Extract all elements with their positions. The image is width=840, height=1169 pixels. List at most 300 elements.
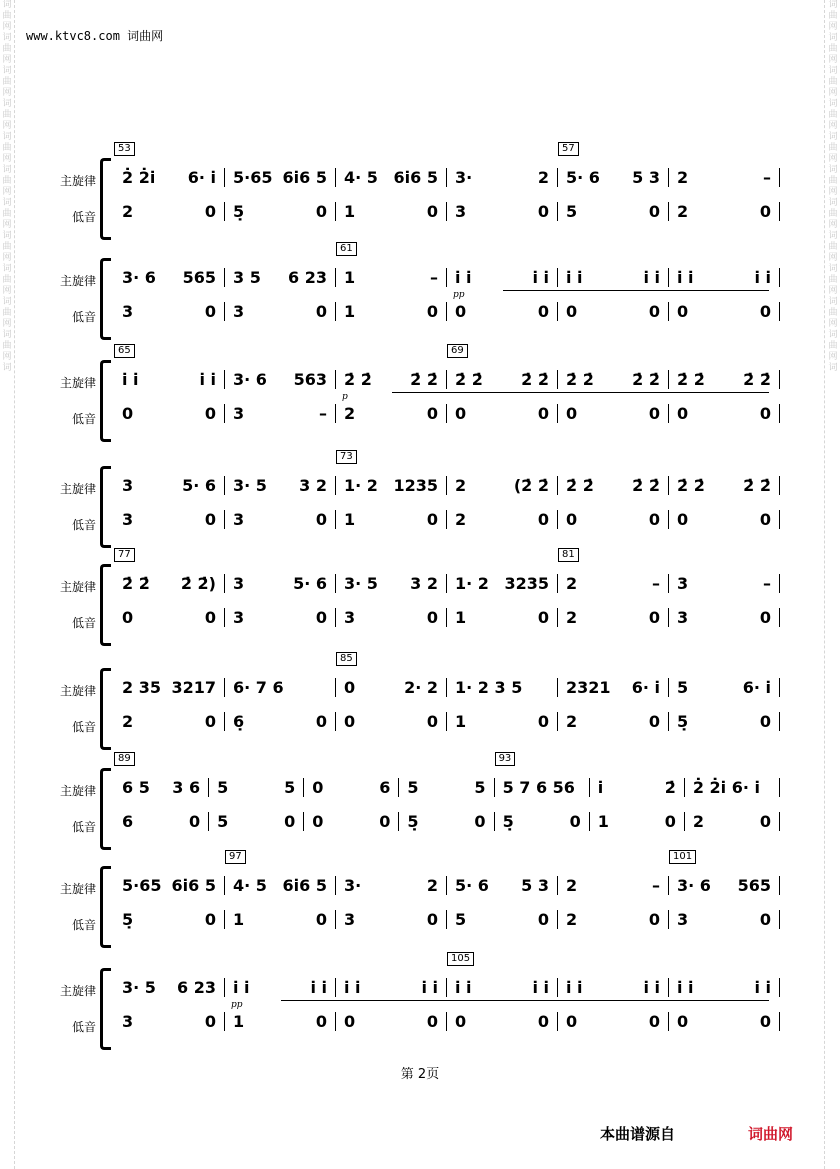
note-group: 1 [597, 812, 609, 831]
watermark-char: 词 [828, 297, 838, 307]
note-group: 2̇ 2̇) [180, 574, 216, 593]
note-group: 2̇ 2̇ [743, 476, 771, 495]
note-group: 0 [537, 712, 549, 731]
bass-measure [336, 608, 447, 627]
note-group: 0 [537, 404, 549, 423]
brand-label: 词曲网 [748, 1125, 794, 1143]
melody-measure [114, 978, 225, 997]
note-group: i̇ i̇ [754, 978, 771, 997]
bass-measure [669, 712, 780, 731]
note-group: 0 [474, 812, 486, 831]
melody-staff-row [114, 268, 780, 287]
bass-measure [114, 712, 225, 731]
note-group: 3 [122, 1012, 134, 1031]
note-group: 2 35 [122, 678, 161, 697]
melody-measure [669, 876, 780, 895]
watermark-char: 词 [828, 198, 838, 208]
melody-measure [558, 476, 669, 495]
note-group: 2̇ 2̇ [455, 370, 483, 389]
bass-measure [336, 910, 447, 929]
melody-staff-row [114, 678, 780, 697]
watermark-char: 曲 [2, 11, 12, 21]
note-group: 0 [315, 510, 327, 529]
dynamic-marking: pp [231, 1000, 243, 1010]
note-group: 2̇ 2̇ [410, 370, 438, 389]
watermark-char: 曲 [828, 11, 838, 21]
instrument-label-bass: 低音 [71, 918, 96, 932]
system-brace [100, 158, 111, 240]
bass-measure [225, 1012, 336, 1031]
bass-measure [669, 202, 780, 221]
bass-measure [225, 404, 336, 423]
crescendo-line [281, 1000, 769, 1007]
note-group: 5 7 6 56 [502, 778, 575, 797]
bass-measure [304, 812, 399, 831]
right-watermark-strip [828, 0, 838, 1169]
site-url: www.ktvc8.com 词曲网 [26, 29, 164, 43]
note-group: 2̇ 2̇ [677, 370, 705, 389]
melody-measure [114, 370, 225, 389]
note-group: 2 [344, 404, 356, 423]
bass-measure [447, 202, 558, 221]
note-group: 0 [537, 1012, 549, 1031]
note-group: 1235 [393, 476, 438, 495]
source-label: 本曲谱源自 [600, 1125, 676, 1143]
bass-measure [669, 608, 780, 627]
melody-measure [225, 876, 336, 895]
bass-staff-row [114, 510, 780, 529]
watermark-char: 词 [2, 0, 12, 10]
instrument-label-melody: 主旋律 [59, 984, 96, 998]
note-group: 2̇ 2̇ [566, 476, 594, 495]
melody-measure [447, 678, 558, 697]
note-group: 5 [474, 778, 486, 797]
watermark-char: 曲 [2, 308, 12, 318]
instrument-label-melody: 主旋律 [59, 174, 96, 188]
note-group: 0 [204, 404, 216, 423]
note-group: 6· i̇ [742, 678, 771, 697]
melody-measure [447, 876, 558, 895]
note-group: 3· 5 [344, 574, 378, 593]
note-group: 3 [233, 302, 245, 321]
note-group: – [430, 268, 438, 287]
measure-number: 53 [114, 142, 135, 156]
melody-measure [225, 268, 336, 287]
bass-staff-row [114, 202, 780, 221]
note-group: 6̣ [233, 712, 245, 731]
note-group: 0 [426, 910, 438, 929]
melody-measure [336, 370, 447, 389]
watermark-char: 网 [2, 253, 12, 263]
crescendo-line [392, 392, 769, 399]
instrument-label-bass: 低音 [71, 518, 96, 532]
note-group: 3 [677, 608, 689, 627]
note-group: 2̇ 2̇ [632, 370, 660, 389]
note-group: 0 [204, 1012, 216, 1031]
dynamic-marking: p [342, 392, 348, 402]
note-group: 1 [233, 1012, 245, 1031]
measure-number: 85 [336, 652, 357, 666]
note-group: 4· 5 [233, 876, 267, 895]
note-group: 3· 6 [677, 876, 711, 895]
note-group: 0 [344, 712, 356, 731]
note-group: 0 [677, 1012, 689, 1031]
watermark-char: 网 [828, 154, 838, 164]
watermark-char: 词 [2, 264, 12, 274]
note-group: i̇ i̇ [677, 268, 694, 287]
note-group: 0 [122, 608, 134, 627]
bass-measure [669, 910, 780, 929]
instrument-label-bass: 低音 [71, 820, 96, 834]
melody-measure [447, 574, 558, 593]
note-group: 2 [566, 910, 578, 929]
watermark-char: 曲 [2, 242, 12, 252]
note-group: 3· 5 [233, 476, 267, 495]
note-group: 2̇ 2̇i̇ 6· i̇ [692, 778, 760, 797]
instrument-label-melody: 主旋律 [59, 784, 96, 798]
melody-measure [114, 574, 225, 593]
note-group: 5 3 [632, 168, 660, 187]
watermark-char: 词 [828, 165, 838, 175]
note-group: 0 [759, 510, 771, 529]
note-group: 1 [344, 510, 356, 529]
note-group: 3 2 [299, 476, 327, 495]
note-group: 2 [455, 476, 467, 495]
instrument-label-bass: 低音 [71, 720, 96, 734]
crescendo-line [503, 290, 769, 297]
melody-measure [447, 370, 558, 389]
watermark-char: 词 [828, 330, 838, 340]
bass-measure [209, 812, 304, 831]
note-group: 0 [648, 608, 660, 627]
melody-measure [669, 168, 780, 187]
watermark-char: 曲 [2, 77, 12, 87]
instrument-label-melody: 主旋律 [59, 684, 96, 698]
melody-measure [558, 876, 669, 895]
bass-measure [225, 910, 336, 929]
note-group: 5· 6 [293, 574, 327, 593]
note-group: i̇ i̇ [344, 978, 361, 997]
note-group: 1 [233, 910, 245, 929]
system-brace [100, 564, 111, 646]
bass-measure [495, 812, 590, 831]
watermark-char: 曲 [2, 341, 12, 351]
note-group: 0 [677, 510, 689, 529]
note-group: 3 5 [233, 268, 261, 287]
note-group: 0 [204, 510, 216, 529]
note-group: 0 [759, 910, 771, 929]
note-group: 5 [677, 678, 689, 697]
watermark-char: 网 [828, 88, 838, 98]
measure-number: 73 [336, 450, 357, 464]
note-group: 2 [426, 876, 438, 895]
melody-staff-row [114, 168, 780, 187]
note-group: 2̇ 2̇ [677, 476, 705, 495]
watermark-char: 词 [2, 99, 12, 109]
note-group: 565 [182, 268, 216, 287]
melody-measure [685, 778, 780, 797]
note-group: 0 [315, 302, 327, 321]
bass-staff-row [114, 1012, 780, 1031]
watermark-char: 词 [2, 132, 12, 142]
note-group: 1 [344, 202, 356, 221]
note-group: 0 [204, 712, 216, 731]
measure-number: 101 [669, 850, 696, 864]
right-border-line [824, 0, 825, 1169]
bass-measure [225, 302, 336, 321]
melody-measure [225, 370, 336, 389]
note-group: 3 [233, 510, 245, 529]
bass-measure [114, 302, 225, 321]
melody-measure [209, 778, 304, 797]
note-group: 2̇ 2̇ [632, 476, 660, 495]
note-group: – [763, 574, 771, 593]
left-watermark-strip [2, 0, 12, 1169]
left-border-line [14, 0, 15, 1169]
note-group: 5̣ [233, 202, 245, 221]
note-group: 5̣ [677, 712, 689, 731]
instrument-label-melody: 主旋律 [59, 580, 96, 594]
bass-measure [336, 510, 447, 529]
watermark-char: 网 [828, 55, 838, 65]
melody-measure [447, 476, 558, 495]
note-group: i̇ i̇ [199, 370, 216, 389]
watermark-char: 词 [828, 33, 838, 43]
watermark-char: 网 [828, 319, 838, 329]
note-group: 6 23 [288, 268, 327, 287]
measure-number: 57 [558, 142, 579, 156]
note-group: 0 [426, 712, 438, 731]
melody-measure [336, 678, 447, 697]
watermark-char: 曲 [828, 110, 838, 120]
note-group: 0 [426, 1012, 438, 1031]
page-number: 第 2页 [400, 1067, 440, 1082]
watermark-char: 曲 [828, 77, 838, 87]
note-group: 1· 2 [344, 476, 378, 495]
bass-measure [558, 910, 669, 929]
note-group: 0 [566, 1012, 578, 1031]
watermark-char: 词 [828, 363, 838, 373]
note-group: 2 [566, 876, 578, 895]
watermark-char: 曲 [828, 44, 838, 54]
measure-number: 105 [447, 952, 474, 966]
note-group: i̇ i̇ [421, 978, 438, 997]
note-group: 6· i̇ [187, 168, 216, 187]
note-group: i̇ i̇ [754, 268, 771, 287]
note-group: 1 [455, 608, 467, 627]
watermark-char: 词 [2, 330, 12, 340]
note-group: i̇ i̇ [122, 370, 139, 389]
note-group: 5̣ [407, 812, 419, 831]
melody-staff-row [114, 876, 780, 895]
bass-measure [447, 608, 558, 627]
note-group: 5 [217, 778, 229, 797]
note-group: 0 [315, 202, 327, 221]
watermark-char: 词 [2, 165, 12, 175]
melody-measure [558, 370, 669, 389]
note-group: 0 [344, 1012, 356, 1031]
note-group: 6i̇6 5 [393, 168, 438, 187]
note-group: 0 [759, 812, 771, 831]
note-group: 0 [759, 302, 771, 321]
note-group: i̇ i̇ [566, 268, 583, 287]
note-group: 3 [122, 510, 134, 529]
bass-measure [669, 1012, 780, 1031]
note-group: 0 [537, 510, 549, 529]
system-brace [100, 466, 111, 548]
note-group: 3 2 [410, 574, 438, 593]
note-group: 2 [455, 510, 467, 529]
watermark-char: 网 [2, 55, 12, 65]
bass-measure [225, 608, 336, 627]
watermark-char: 曲 [828, 209, 838, 219]
score-system [40, 753, 780, 850]
note-group: 2̇ 2̇ [344, 370, 372, 389]
note-group: 0 [455, 1012, 467, 1031]
melody-measure [114, 876, 225, 895]
score-system [40, 851, 780, 948]
melody-measure [225, 574, 336, 593]
note-group: i̇ i̇ [455, 268, 472, 287]
note-group: 3· [344, 876, 362, 895]
bass-measure [225, 202, 336, 221]
score-system [40, 549, 780, 646]
instrument-label-melody: 主旋律 [59, 274, 96, 288]
bass-measure [336, 404, 447, 423]
note-group: 5·65 [122, 876, 162, 895]
watermark-char: 词 [828, 99, 838, 109]
note-group: 6i̇6 5 [282, 876, 327, 895]
watermark-char: 曲 [2, 176, 12, 186]
bass-measure [336, 202, 447, 221]
bass-measure [558, 712, 669, 731]
note-group: 6 [122, 812, 134, 831]
watermark-char: 词 [2, 297, 12, 307]
watermark-char: 词 [2, 66, 12, 76]
note-group: 3 [233, 404, 245, 423]
note-group: 0 [537, 302, 549, 321]
note-group: 2̇ 2̇ [122, 574, 150, 593]
note-group: 565 [737, 876, 771, 895]
note-group: – [319, 404, 327, 423]
melody-measure [225, 678, 336, 697]
note-group: 0 [648, 712, 660, 731]
watermark-char: 网 [828, 220, 838, 230]
note-group: 0 [677, 302, 689, 321]
note-group: 0 [204, 608, 216, 627]
bass-measure [447, 510, 558, 529]
watermark-char: 词 [828, 231, 838, 241]
note-group: 5̣ [122, 910, 134, 929]
score-system [40, 345, 780, 442]
note-group: 2̇ [664, 778, 676, 797]
note-group: 2 [677, 202, 689, 221]
note-group: 2 [122, 712, 134, 731]
bass-measure [558, 202, 669, 221]
melody-measure [669, 978, 780, 997]
note-group: 0 [664, 812, 676, 831]
note-group: i̇ i̇ [643, 268, 660, 287]
note-group: – [652, 876, 660, 895]
watermark-char: 词 [2, 231, 12, 241]
note-group: 5 [284, 778, 296, 797]
watermark-char: 曲 [2, 110, 12, 120]
bass-staff-row [114, 404, 780, 423]
bass-staff-row [114, 910, 780, 929]
note-group: 0 [204, 910, 216, 929]
note-group: 2321 [566, 678, 611, 697]
note-group: 3 [122, 302, 134, 321]
note-group: 0 [426, 202, 438, 221]
watermark-char: 曲 [2, 44, 12, 54]
note-group: 0 [189, 812, 201, 831]
note-group: 0 [648, 404, 660, 423]
note-group: 0 [284, 812, 296, 831]
bass-measure [399, 812, 494, 831]
note-group: 0 [648, 202, 660, 221]
dynamic-marking: pp [453, 290, 465, 300]
note-group: 6i̇6 5 [282, 168, 327, 187]
note-group: 2 [566, 608, 578, 627]
note-group: 0 [759, 608, 771, 627]
note-group: 3 [122, 476, 134, 495]
note-group: 0 [759, 404, 771, 423]
note-group: 0 [648, 302, 660, 321]
watermark-char: 网 [2, 319, 12, 329]
bass-measure [114, 510, 225, 529]
melody-measure [114, 476, 225, 495]
watermark-char: 曲 [828, 308, 838, 318]
melody-measure [114, 678, 225, 697]
melody-staff-row [114, 476, 780, 495]
melody-measure [447, 978, 558, 997]
note-group: 0 [537, 202, 549, 221]
melody-measure [558, 574, 669, 593]
bass-measure [114, 1012, 225, 1031]
watermark-char: 词 [828, 66, 838, 76]
note-group: 0 [566, 510, 578, 529]
watermark-char: 词 [828, 264, 838, 274]
watermark-char: 词 [828, 0, 838, 10]
system-brace [100, 866, 111, 948]
note-group: 0 [648, 1012, 660, 1031]
note-group: 0 [312, 778, 324, 797]
note-group: 0 [344, 678, 356, 697]
watermark-char: 网 [828, 22, 838, 32]
note-group: 1· 2 3 5 [455, 678, 523, 697]
bass-measure [447, 302, 558, 321]
measure-number: 81 [558, 548, 579, 562]
note-group: i̇ i̇ [233, 978, 250, 997]
melody-measure [225, 168, 336, 187]
bass-staff-row [114, 608, 780, 627]
melody-measure [669, 370, 780, 389]
note-group: 4· 5 [344, 168, 378, 187]
note-group: – [763, 168, 771, 187]
note-group: (2̇ 2̇ [513, 476, 549, 495]
note-group: 2· 2 [404, 678, 438, 697]
score-system [40, 653, 780, 750]
note-group: 5· 6 [455, 876, 489, 895]
note-group: 3 [677, 574, 689, 593]
note-group: i̇ i̇ [566, 978, 583, 997]
note-group: 2 [566, 712, 578, 731]
instrument-label-bass: 低音 [71, 310, 96, 324]
melody-staff-row [114, 978, 780, 997]
melody-measure [114, 168, 225, 187]
watermark-char: 网 [2, 121, 12, 131]
note-group: 6 5 [122, 778, 150, 797]
